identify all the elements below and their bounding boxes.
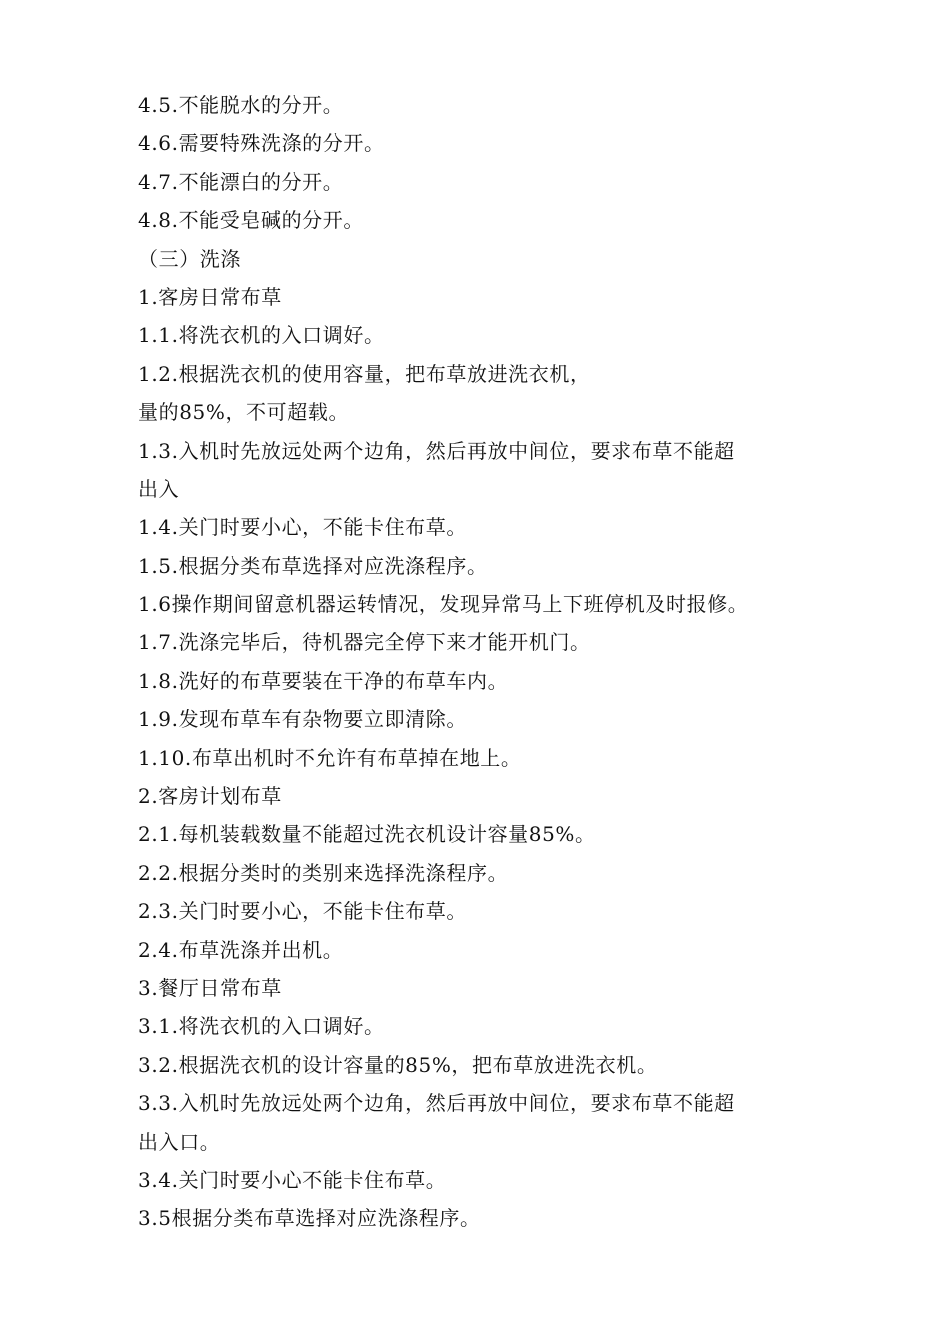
text-line: 1.7.洗涤完毕后，待机器完全停下来才能开机门。: [138, 630, 591, 655]
text-line: 1.4.关门时要小心，不能卡住布草。: [138, 515, 467, 540]
text-line: 4.7.不能漂白的分开。: [138, 169, 344, 194]
text-line: 量的85%，不可超载。: [138, 400, 350, 425]
text-line: 出入: [138, 476, 180, 501]
text-line: 1.8.洗好的布草要装在干净的布草车内。: [138, 668, 509, 693]
text-line: 2.1.每机装载数量不能超过洗衣机设计容量85%。: [138, 822, 596, 847]
subsection-heading: 1.客房日常布草: [138, 284, 282, 309]
text-line: 出入口。: [138, 1129, 221, 1154]
text-line: 3.1.将洗衣机的入口调好。: [138, 1014, 385, 1039]
text-line: 2.2.根据分类时的类别来选择洗涤程序。: [138, 860, 509, 885]
text-line: 2.3.关门时要小心，不能卡住布草。: [138, 899, 467, 924]
text-line: 1.10.布草出机时不允许有布草掉在地上。: [138, 745, 522, 770]
text-line: 4.8.不能受皂碱的分开。: [138, 208, 364, 233]
subsection-heading: 3.餐厅日常布草: [138, 975, 282, 1000]
text-line: 1.3.入机时先放远处两个边角，然后再放中间位，要求布草不能超: [138, 438, 735, 463]
text-line: 1.6操作期间留意机器运转情况，发现异常马上下班停机及时报修。: [138, 592, 749, 617]
text-line: 4.6.需要特殊洗涤的分开。: [138, 131, 385, 156]
text-line: 4.5.不能脱水的分开。: [138, 93, 344, 117]
text-line: 3.4.关门时要小心不能卡住布草。: [138, 1167, 447, 1192]
text-line: 1.5.根据分类布草选择对应洗涤程序。: [138, 553, 488, 578]
text-line: 2.4.布草洗涤并出机。: [138, 937, 344, 962]
text-line: 3.5根据分类布草选择对应洗涤程序。: [138, 1206, 481, 1231]
document-body: [138, 86, 828, 1238]
text-line: 1.9.发现布草车有杂物要立即清除。: [138, 707, 467, 732]
text-line: 1.1.将洗衣机的入口调好。: [138, 323, 385, 348]
section-heading: （三）洗涤: [138, 246, 241, 271]
text-line: 3.2.根据洗衣机的设计容量的85%，把布草放进洗衣机。: [138, 1052, 658, 1077]
text-line: 3.3.入机时先放远处两个边角，然后再放中间位，要求布草不能超: [138, 1091, 735, 1116]
text-line: 1.2.根据洗衣机的使用容量，把布草放进洗衣机，: [138, 361, 591, 386]
subsection-heading: 2.客房计划布草: [138, 784, 282, 809]
